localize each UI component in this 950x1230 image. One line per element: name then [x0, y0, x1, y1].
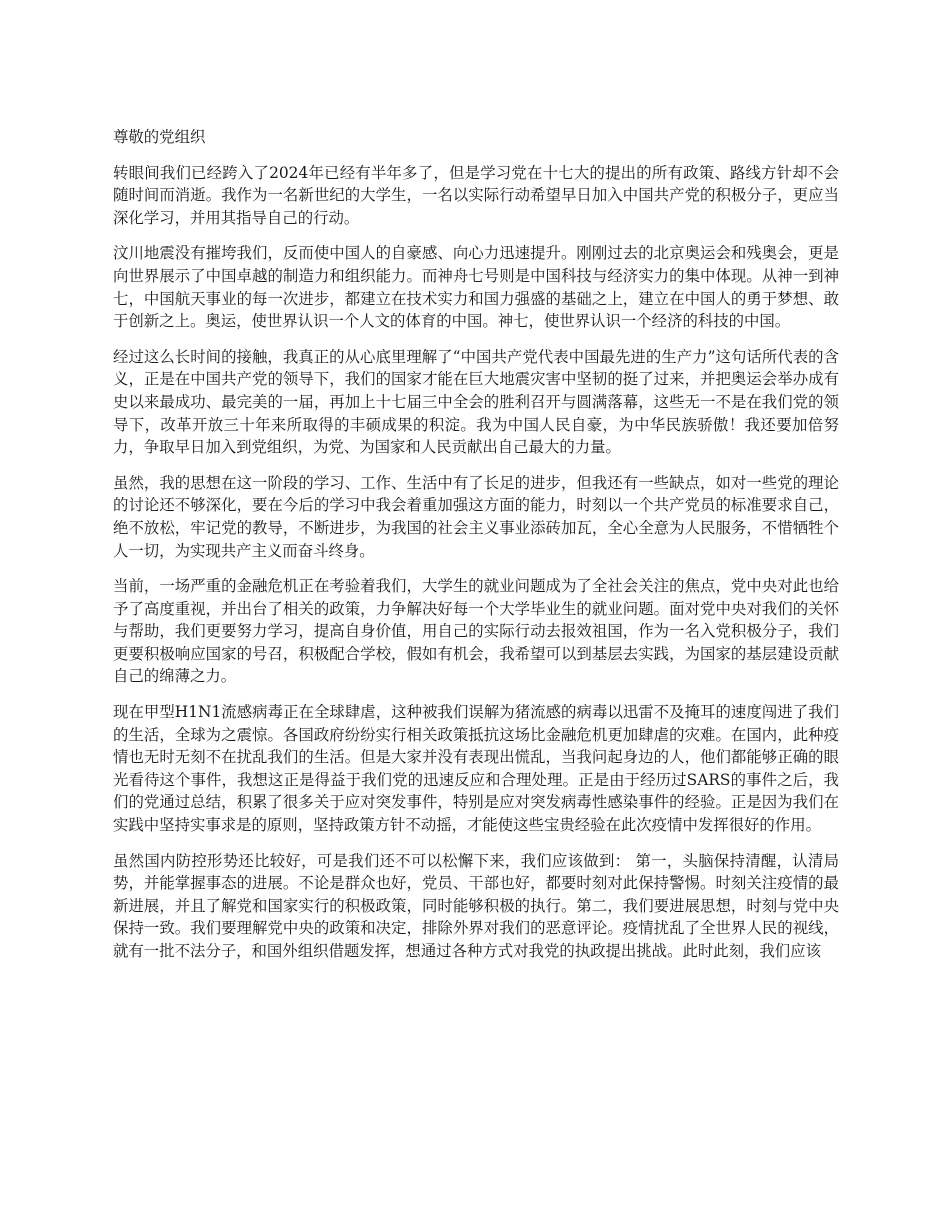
document-page: [113, 126, 839, 976]
paragraph-5: 当前，一场严重的金融危机正在考验着我们，大学生的就业问题成为了全社会关注的焦点，党中央对此也给予了高度重视，并出台了相关的政策，力争解决好每一个大学毕业生的就业问题。面对党中央对我们的关怀与帮助，我们更要努力学习，提高自身价值，用自己的实际行动去报效祖国，作为一名入党积极分子，我们更要积极响应国家的号召，积极配合学校，假如有机会，我希望可以到基层去实践，为国家的基层建设贡献自己的绵薄之力。: [113, 577, 839, 686]
paragraph-3: 经过这么长时间的接触，我真正的从心底里理解了“中国共产党代表中国最先进的生产力”这句话所代表的含义，正是在中国共产党的领导下，我们的国家才能在巨大地震灾害中坚韧的挺了过来，并把奥运会举办成有史以来最成功、最完美的一届，再加上十七届三中全会的胜利召开与圆满落幕，这些无一不是在我们党的领导下，改革开放三十年来所取得的丰硕成果的积淀。我为中国人民自豪，为中华民族骄傲！我还要加倍努力，争取早日加入到党组织，为党、为国家和人民贡献出自己最大的力量。: [113, 347, 839, 457]
paragraph-2: 汶川地震没有摧垮我们，反而使中国人的自豪感、向心力迅速提升。刚刚过去的北京奥运会和残奥会，更是向世界展示了中国卓越的制造力和组织能力。而神舟七号则是中国科技与经济实力的集中体现。从神一到神七，中国航天事业的每一次进步，都建立在技术实力和国力强盛的基础之上，建立在中国人的勇于梦想、敢于创新之上。奥运，使世界认识一个人文的体育的中国。神七，使世界认识一个经济的科技的中国。: [113, 244, 839, 331]
paragraph-4: 虽然，我的思想在这一阶段的学习、工作、生活中有了长足的进步，但我还有一些缺点，如对一些党的理论的讨论还不够深化，要在今后的学习中我会着重加强这方面的能力，时刻以一个共产党员的标准要求自己，绝不放松，牢记党的教导，不断进步，为我国的社会主义事业添砖加瓦，全心全意为人民服务，不惜牺牲个人一切，为实现共产主义而奋斗终身。: [113, 473, 839, 560]
paragraph-1: 转眼间我们已经跨入了2024年已经有半年多了，但是学习党在十七大的提出的所有政策、路线方针却不会随时间而消逝。我作为一名新世纪的大学生，一名以实际行动希望早日加入中国共产党的积极分子，更应当深化学习，并用其指导自己的行动。: [113, 163, 839, 227]
paragraph-6: 现在甲型H1N1流感病毒正在全球肆虐，这种被我们误解为猪流感的病毒以迅雷不及掩耳的速度闯进了我们的生活，全球为之震惊。各国政府纷纷实行相关政策抵抗这场比金融危机更加肆虐的灾难。在国内，此种疫情也无时无刻不在扰乱我们的生活。但是大家并没有表现出慌乱，当我问起身边的人，他们都能够正确的眼光看待这个事件，我想这正是得益于我们党的迅速反应和合理处理。正是由于经历过SARS的事件之后，我们的党通过总结，积累了很多关于应对突发事件，特别是应对突发病毒性感染事件的经验。正是因为我们在实践中坚持实事求是的原则，坚持政策方针不动摇，才能使这些宝贵经验在此次疫情中发挥很好的作用。: [113, 703, 839, 835]
salutation: 尊敬的党组织: [113, 128, 206, 146]
paragraph-7: 虽然国内防控形势还比较好，可是我们还不可以松懈下来，我们应该做到： 第一，头脑保持清醒，认清局势，并能掌握事态的进展。不论是群众也好，党员、干部也好，都要时刻对此保持警惕。时刻关注疫情的最新进展，并且了解党和国家实行的积极政策，同时能够积极的执行。第二，我们要进展思想，时刻与党中央保持一致。我们要理解党中央的政策和决定，排除外界对我们的恶意评论。疫情扰乱了全世界人民的视线，就有一批不法分子，和国外组织借题发挥，想通过各种方式对我党的执政提出挑战。此时此刻，我们应该: [113, 851, 839, 960]
